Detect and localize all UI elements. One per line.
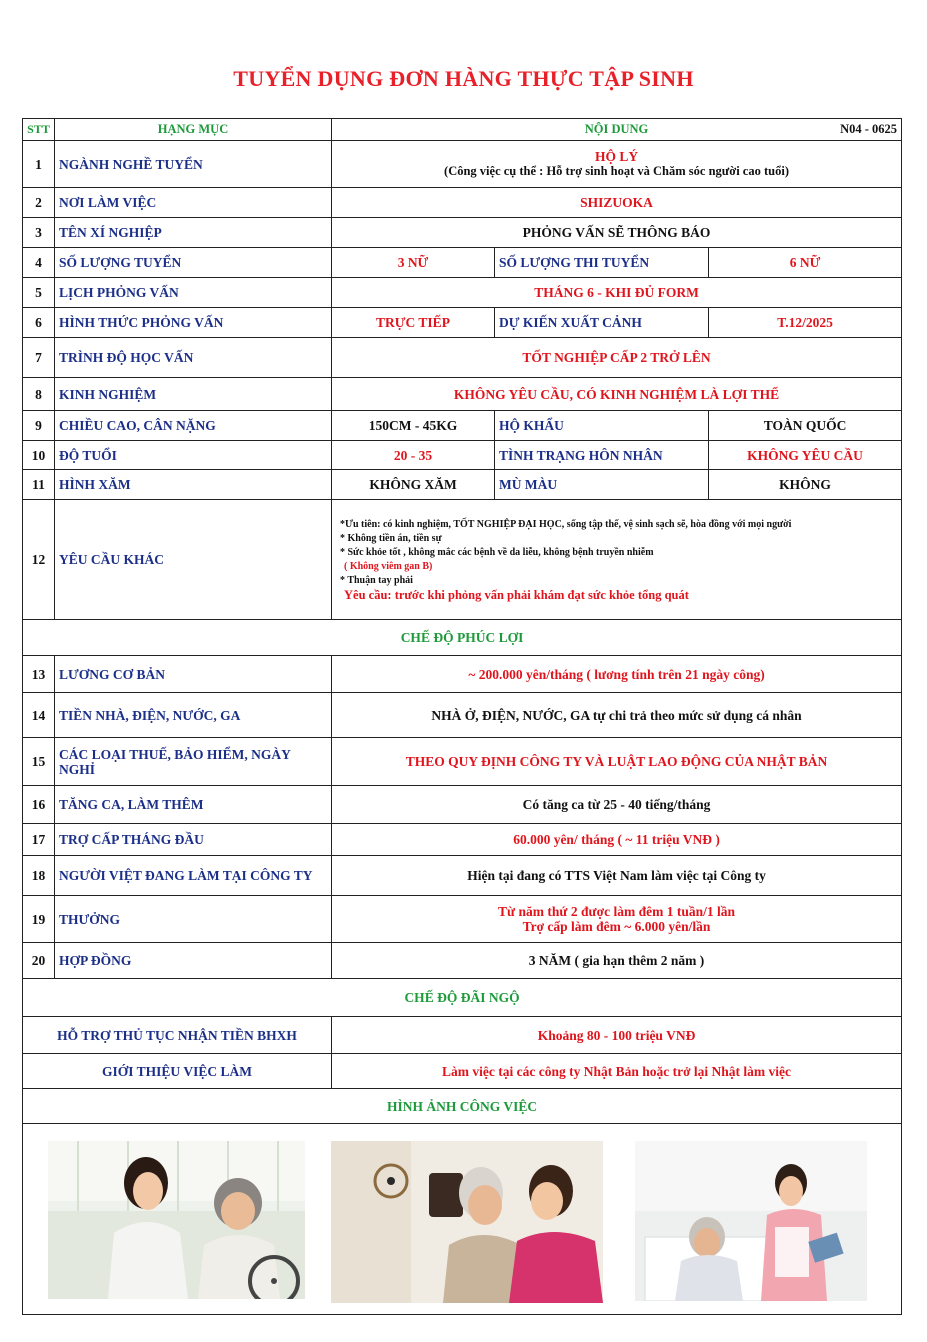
row-value: THEO QUY ĐỊNH CÔNG TY VÀ LUẬT LAO ĐỘNG CỦA NHẬT BẢN [332, 738, 902, 786]
row-label: SỐ LƯỢNG TUYỂN [55, 248, 332, 278]
row-value: TRỰC TIẾP [332, 308, 495, 338]
row-value-2: KHÔNG YÊU CẦU [709, 441, 902, 470]
row-value: Có tăng ca từ 25 - 40 tiếng/tháng [332, 786, 902, 824]
requirement-line: * Thuận tay phải [340, 574, 413, 586]
photo-caregiver-elderly-image [331, 1141, 603, 1303]
requirement-line: ( Không viêm gan B) [344, 560, 433, 572]
row-number: 14 [23, 693, 55, 738]
row-1 [23, 141, 902, 188]
row-value: Hiện tại đang có TTS Việt Nam làm việc tại Công ty [332, 856, 902, 896]
row-5 [23, 278, 902, 308]
row-value: 3 NỮ [332, 248, 495, 278]
row-value-cell [332, 896, 902, 943]
row-9 [23, 411, 902, 441]
row-number: 16 [23, 786, 55, 824]
row-number: 1 [23, 141, 55, 188]
requirement-line: *Ưu tiên: có kinh nghiệm, TỐT NGHIỆP ĐẠI HỌC, sống tập thể, vệ sinh sạch sẽ, hòa đồng với mọi người [340, 518, 792, 530]
row-15 [23, 738, 902, 786]
row-11 [23, 470, 902, 500]
row-value: 150CM - 45KG [332, 411, 495, 441]
requirement-line: * Không tiền án, tiền sự [340, 532, 442, 544]
row-number: 8 [23, 378, 55, 411]
row-label: NƠI LÀM VIỆC [55, 188, 332, 218]
row-6 [23, 308, 902, 338]
photo-caregiver-wheelchair [48, 1141, 305, 1299]
row-value-2: 6 NỮ [709, 248, 902, 278]
row-label: ĐỘ TUỔI [55, 441, 332, 470]
header-content: NỘI DUNG [584, 122, 649, 136]
header-stt: STT [23, 119, 55, 141]
row-value: TỐT NGHIỆP CẤP 2 TRỞ LÊN [332, 338, 902, 378]
row-number: 6 [23, 308, 55, 338]
page-title: TUYỂN DỤNG ĐƠN HÀNG THỰC TẬP SINH [233, 66, 694, 91]
row-4 [23, 248, 902, 278]
row-label: HÌNH THỨC PHỎNG VẤN [55, 308, 332, 338]
requirement-line: * Sức khỏe tốt , không mắc các bệnh về da liễu, không bệnh truyền nhiễm [340, 546, 654, 558]
section-welfare [23, 620, 902, 656]
row-label: YÊU CẦU KHÁC [55, 500, 332, 620]
job-title: HỘ LÝ [594, 149, 639, 164]
row-label: HÌNH XĂM [55, 470, 332, 500]
section-title: CHẾ ĐỘ PHÚC LỢI [23, 620, 902, 656]
section-title: CHẾ ĐỘ ĐÃI NGỘ [23, 979, 902, 1017]
row-number: 15 [23, 738, 55, 786]
row-label-2: TÌNH TRẠNG HÔN NHÂN [495, 441, 709, 470]
row-value-cell [332, 141, 902, 188]
row-label: NGƯỜI VIỆT ĐANG LÀM TẠI CÔNG TY [55, 856, 332, 896]
row-2 [23, 188, 902, 218]
row-label-2: HỘ KHẨU [495, 411, 709, 441]
row-bhxh [23, 1017, 902, 1054]
requirements-list [332, 500, 902, 620]
header-item: HẠNG MỤC [55, 119, 332, 141]
row-value: SHIZUOKA [332, 188, 902, 218]
row-12 [23, 500, 902, 620]
row-label: HỖ TRỢ THỦ TỤC NHẬN TIỀN BHXH [23, 1017, 332, 1054]
header-content-cell [332, 119, 902, 141]
order-code: N04 - 0625 [840, 122, 898, 136]
row-value: KHÔNG XĂM [332, 470, 495, 500]
row-value: ~ 200.000 yên/tháng ( lương tính trên 21 ngày công) [332, 656, 902, 693]
row-13 [23, 656, 902, 693]
row-label: LỊCH PHỎNG VẤN [55, 278, 332, 308]
row-value-2: KHÔNG [709, 470, 902, 500]
row-10 [23, 441, 902, 470]
row-number: 3 [23, 218, 55, 248]
row-value-2: TOÀN QUỐC [709, 411, 902, 441]
row-label: TRỢ CẤP THÁNG ĐẦU [55, 824, 332, 856]
row-label-2: SỐ LƯỢNG THI TUYỂN [495, 248, 709, 278]
section-benefits [23, 979, 902, 1017]
row-label-2: MÙ MÀU [495, 470, 709, 500]
row-value: 60.000 yên/ tháng ( ~ 11 triệu VNĐ ) [332, 824, 902, 856]
row-value: PHỎNG VẤN SẼ THÔNG BÁO [332, 218, 902, 248]
row-job-intro [23, 1054, 902, 1089]
row-label: NGÀNH NGHỀ TUYỂN [55, 141, 332, 188]
section-title: HÌNH ẢNH CÔNG VIỆC [23, 1089, 902, 1124]
row-label: TĂNG CA, LÀM THÊM [55, 786, 332, 824]
row-label: TIỀN NHÀ, ĐIỆN, NƯỚC, GA [55, 693, 332, 738]
row-number: 7 [23, 338, 55, 378]
row-number: 10 [23, 441, 55, 470]
row-number: 2 [23, 188, 55, 218]
photo-caregiver-wheelchair-image [48, 1141, 305, 1299]
row-number: 17 [23, 824, 55, 856]
row-label: CHIỀU CAO, CÂN NẶNG [55, 411, 332, 441]
row-value: Làm việc tại các công ty Nhật Bản hoặc trở lại Nhật làm việc [332, 1054, 902, 1089]
header-row [23, 119, 902, 141]
row-value: 20 - 35 [332, 441, 495, 470]
row-label: TRÌNH ĐỘ HỌC VẤN [55, 338, 332, 378]
row-label: KINH NGHIỆM [55, 378, 332, 411]
row-7 [23, 338, 902, 378]
row-19 [23, 896, 902, 943]
row-label: LƯƠNG CƠ BẢN [55, 656, 332, 693]
row-value: Khoảng 80 - 100 triệu VNĐ [332, 1017, 902, 1054]
row-18 [23, 856, 902, 896]
job-detail: (Công việc cụ thể : Hỗ trợ sinh hoạt và Chăm sóc người cao tuổi) [444, 164, 789, 178]
row-number: 11 [23, 470, 55, 500]
recruitment-table [22, 118, 902, 1315]
row-14 [23, 693, 902, 738]
row-value: NHÀ Ở, ĐIỆN, NƯỚC, GA tự chi trả theo mức sử dụng cá nhân [332, 693, 902, 738]
row-16 [23, 786, 902, 824]
row-number: 9 [23, 411, 55, 441]
row-label: TÊN XÍ NGHIỆP [55, 218, 332, 248]
photo-caregiver-elderly [331, 1141, 603, 1303]
row-number: 4 [23, 248, 55, 278]
row-number: 20 [23, 943, 55, 979]
row-8 [23, 378, 902, 411]
row-label: CÁC LOẠI THUẾ, BẢO HIỂM, NGÀY NGHỈ [55, 738, 332, 786]
row-number: 18 [23, 856, 55, 896]
row-label: HỢP ĐỒNG [55, 943, 332, 979]
bonus-line: Từ năm thứ 2 được làm đêm 1 tuần/1 lần [498, 904, 735, 919]
photo-nurse-bedside-image [635, 1141, 867, 1301]
requirement-note: Yêu cầu: trước khi phỏng vấn phải khám đạt sức khỏe tổng quát [344, 587, 689, 602]
row-label-2: DỰ KIẾN XUẤT CẢNH [495, 308, 709, 338]
row-label: GIỚI THIỆU VIỆC LÀM [23, 1054, 332, 1089]
bonus-line: Trợ cấp làm đêm ~ 6.000 yên/lần [522, 919, 711, 934]
row-value-2: T.12/2025 [709, 308, 902, 338]
row-value: THÁNG 6 - KHI ĐỦ FORM [332, 278, 902, 308]
row-value: 3 NĂM ( gia hạn thêm 2 năm ) [332, 943, 902, 979]
row-number: 13 [23, 656, 55, 693]
section-photos [23, 1089, 902, 1124]
row-number: 12 [23, 500, 55, 620]
row-label: THƯỞNG [55, 896, 332, 943]
row-number: 5 [23, 278, 55, 308]
row-20 [23, 943, 902, 979]
photo-nurse-bedside [635, 1141, 867, 1301]
row-number: 19 [23, 896, 55, 943]
row-value: KHÔNG YÊU CẦU, CÓ KINH NGHIỆM LÀ LỢI THẾ [332, 378, 902, 411]
row-17 [23, 824, 902, 856]
row-3 [23, 218, 902, 248]
